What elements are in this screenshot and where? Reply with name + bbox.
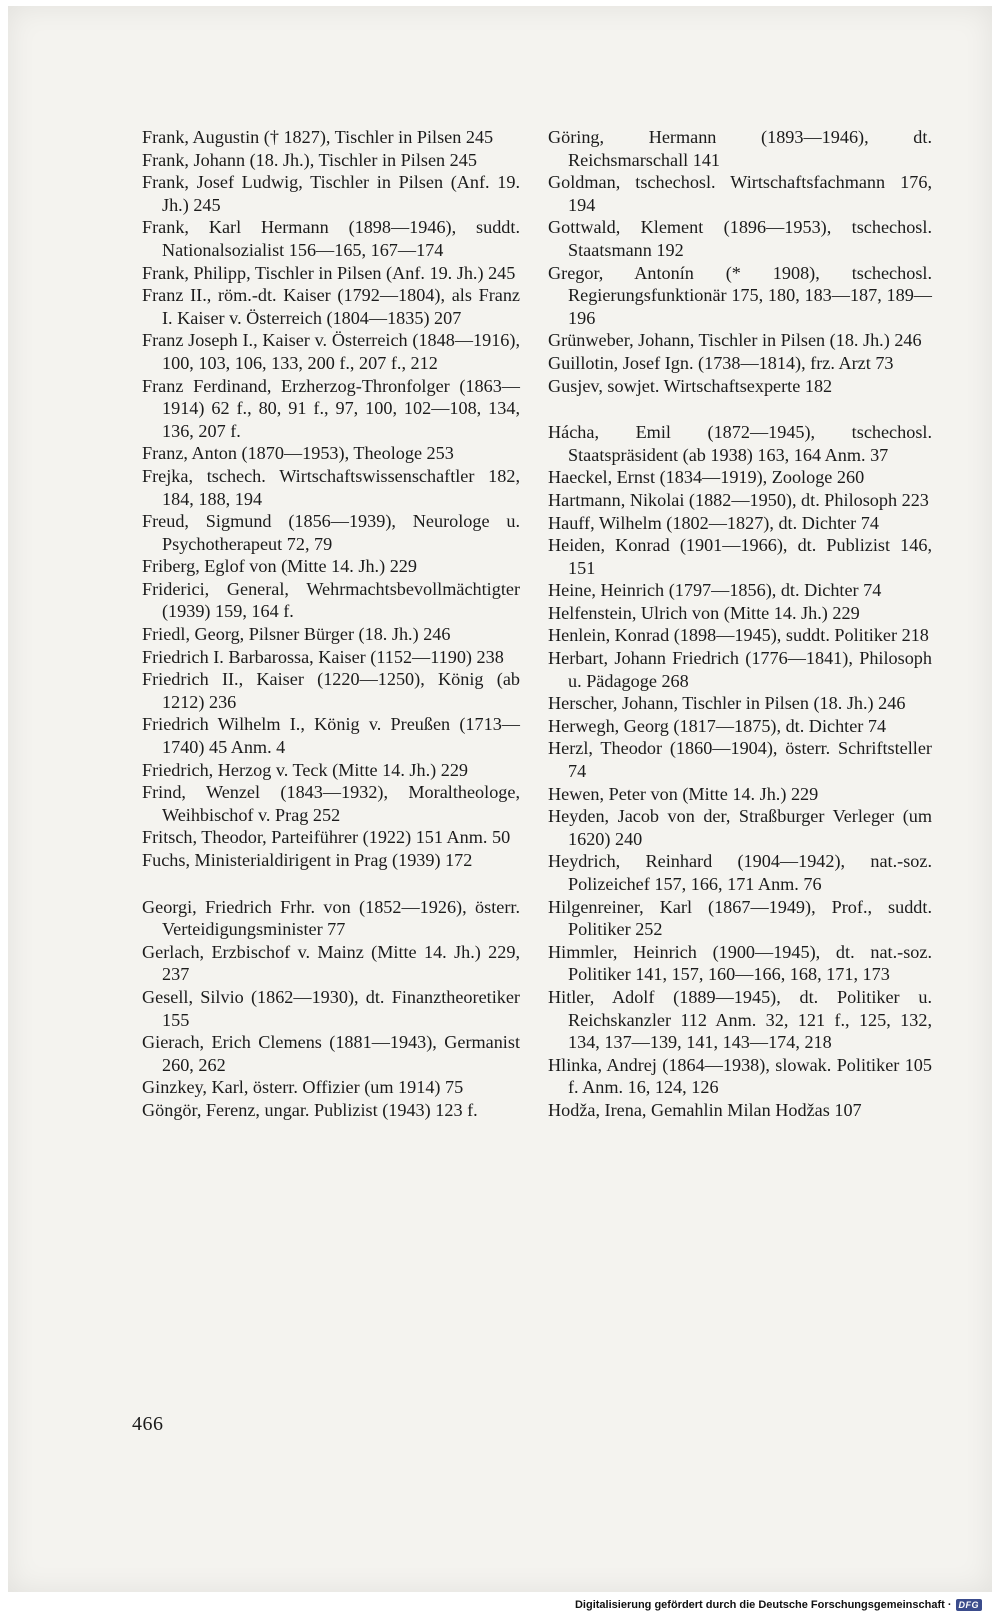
- index-entry: Hewen, Peter von (Mitte 14. Jh.) 229: [548, 783, 819, 804]
- index-group-g-left: [142, 896, 520, 1122]
- index-entry: Friberg, Eglof von (Mitte 14. Jh.) 229: [142, 556, 417, 577]
- index-entry: Frank, Johann (18. Jh.), Tischler in Pilsen 245: [142, 149, 477, 170]
- index-entry: Henlein, Konrad (1898—1945), suddt. Politiker 218: [548, 625, 929, 646]
- index-entry: Freud, Sigmund (1856—1939), Neurologe u. Psychotherapeut 72, 79: [142, 511, 520, 554]
- index-entry: Haeckel, Ernst (1834—1919), Zoologe 260: [548, 467, 865, 488]
- index-entry: Franz II., röm.-dt. Kaiser (1792—1804), als Franz I. Kaiser v. Österreich (1804—1835) 207: [142, 285, 520, 328]
- group-separator: [548, 397, 932, 421]
- index-entry: Guillotin, Josef Ign. (1738—1814), frz. Arzt 73: [548, 352, 894, 373]
- index-entry: Friedl, Georg, Pilsner Bürger (18. Jh.) 246: [142, 624, 451, 645]
- credit-text: Digitalisierung gefördert durch die Deutsche Forschungsgemeinschaft ·: [574, 1599, 952, 1611]
- index-entry: Friedrich I. Barbarossa, Kaiser (1152—1190) 238: [142, 646, 504, 667]
- group-separator: [142, 872, 520, 896]
- index-entry: Gerlach, Erzbischof v. Mainz (Mitte 14. Jh.) 229, 237: [142, 941, 520, 985]
- index-entry: Gottwald, Klement (1896—1953), tschechosl. Staatsmann 192: [548, 217, 932, 260]
- index-entry: Grünweber, Johann, Tischler in Pilsen (18. Jh.) 246: [548, 330, 922, 351]
- index-entry: Frank, Karl Hermann (1898—1946), suddt. Nationalsozialist 156—165, 167—174: [142, 217, 520, 260]
- index-entry: Gesell, Silvio (1862—1930), dt. Finanztheoretiker 155: [142, 986, 520, 1030]
- index-group-f: [142, 126, 520, 872]
- index-entry: Fuchs, Ministerialdirigent in Prag (1939) 172: [142, 850, 473, 870]
- index-entry: Heiden, Konrad (1901—1966), dt. Publizist 146, 151: [548, 535, 932, 578]
- index-entry: Göngör, Ferenz, ungar. Publizist (1943) 123 f.: [142, 1099, 478, 1120]
- index-entry: Frind, Wenzel (1843—1932), Moraltheologe, Weihbischof v. Prag 252: [142, 782, 520, 825]
- index-entry: Hitler, Adolf (1889—1945), dt. Politiker u. Reichskanzler 112 Anm. 32, 121 f., 125, 132, 134, 137—139, 141, 143—174, 218: [548, 986, 932, 1053]
- index-group-h: [548, 421, 932, 1121]
- index-entry: Frank, Philipp, Tischler in Pilsen (Anf. 19. Jh.) 245: [142, 262, 516, 283]
- index-entry: Friedrich Wilhelm I., König v. Preußen (1713—1740) 45 Anm. 4: [142, 714, 520, 758]
- index-entry: Goldman, tschechosl. Wirtschaftsfachmann 176, 194: [548, 172, 932, 215]
- index-entry: Heine, Heinrich (1797—1856), dt. Dichter 74: [548, 580, 882, 601]
- index-entry: Hácha, Emil (1872—1945), tschechosl. Staatspräsident (ab 1938) 163, 164 Anm. 37: [548, 422, 932, 465]
- digitization-credit: [575, 1599, 982, 1611]
- index-entry: Gierach, Erich Clemens (1881—1943), Germanist 260, 262: [142, 1032, 520, 1075]
- index-entry: Franz, Anton (1870—1953), Theologe 253: [142, 443, 454, 464]
- index-entry: Himmler, Heinrich (1900—1945), dt. nat.-soz. Politiker 141, 157, 160—166, 168, 171, 173: [548, 941, 932, 985]
- index-entry: Gregor, Antonín (* 1908), tschechosl. Regierungsfunktionär 175, 180, 183—187, 189—196: [548, 262, 932, 328]
- index-entry: Hlinka, Andrej (1864—1938), slowak. Politiker 105 f. Anm. 16, 124, 126: [548, 1054, 932, 1098]
- index-entry: Herscher, Johann, Tischler in Pilsen (18. Jh.) 246: [548, 693, 906, 714]
- index-column-left: [142, 126, 520, 1122]
- index-entry: Frank, Augustin († 1827), Tischler in Pilsen 245: [142, 127, 494, 147]
- index-entry: Frejka, tschech. Wirtschaftswissenschaftler 182, 184, 188, 194: [142, 465, 520, 509]
- index-entry: Herzl, Theodor (1860—1904), österr. Schriftsteller 74: [548, 738, 932, 782]
- index-entry: Helfenstein, Ulrich von (Mitte 14. Jh.) 229: [548, 602, 860, 623]
- dfg-logo: DFG: [956, 1599, 983, 1611]
- index-group-g-right: [548, 126, 932, 397]
- index-entry: Herbart, Johann Friedrich (1776—1841), Philosoph u. Pädagoge 268: [548, 648, 932, 691]
- index-entry: Franz Joseph I., Kaiser v. Österreich (1848—1916), 100, 103, 106, 133, 200 f., 207 f., 212: [142, 330, 520, 373]
- index-entry: Frank, Josef Ludwig, Tischler in Pilsen (Anf. 19. Jh.) 245: [142, 172, 520, 215]
- index-entry: Heydrich, Reinhard (1904—1942), nat.-soz. Polizeichef 157, 166, 171 Anm. 76: [548, 851, 932, 894]
- index-entry: Ginzkey, Karl, österr. Offizier (um 1914) 75: [142, 1077, 464, 1098]
- page-number: 466: [132, 1413, 164, 1435]
- index-entry: Hartmann, Nikolai (1882—1950), dt. Philosoph 223: [548, 489, 929, 510]
- index-entry: Friedrich II., Kaiser (1220—1250), König (ab 1212) 236: [142, 669, 520, 712]
- index-column-right: [548, 126, 932, 1122]
- index-entry: Herwegh, Georg (1817—1875), dt. Dichter 74: [548, 715, 887, 736]
- index-entry: Friedrich, Herzog v. Teck (Mitte 14. Jh.) 229: [142, 759, 469, 780]
- scanned-page: [8, 6, 992, 1592]
- index-entry: Göring, Hermann (1893—1946), dt. Reichsmarschall 141: [548, 127, 932, 170]
- index-entry: Heyden, Jacob von der, Straßburger Verleger (um 1620) 240: [548, 806, 932, 849]
- index-entry: Friderici, General, Wehrmachtsbevollmächtigter (1939) 159, 164 f.: [142, 578, 520, 622]
- index-entry: Hauff, Wilhelm (1802—1827), dt. Dichter 74: [548, 512, 879, 533]
- index-entry: Hodža, Irena, Gemahlin Milan Hodžas 107: [548, 1099, 862, 1120]
- index-entry: Georgi, Friedrich Frhr. von (1852—1926), österr. Verteidigungsminister 77: [142, 896, 520, 940]
- index-entry: Fritsch, Theodor, Parteiführer (1922) 151 Anm. 50: [142, 827, 511, 848]
- index-entry: Franz Ferdinand, Erzherzog-Thronfolger (1863—1914) 62 f., 80, 91 f., 97, 100, 102—108, 134, 136, 207 f.: [142, 375, 520, 441]
- index-entry: Gusjev, sowjet. Wirtschaftsexperte 182: [548, 375, 833, 396]
- index-entry: Hilgenreiner, Karl (1867—1949), Prof., suddt. Politiker 252: [548, 896, 932, 940]
